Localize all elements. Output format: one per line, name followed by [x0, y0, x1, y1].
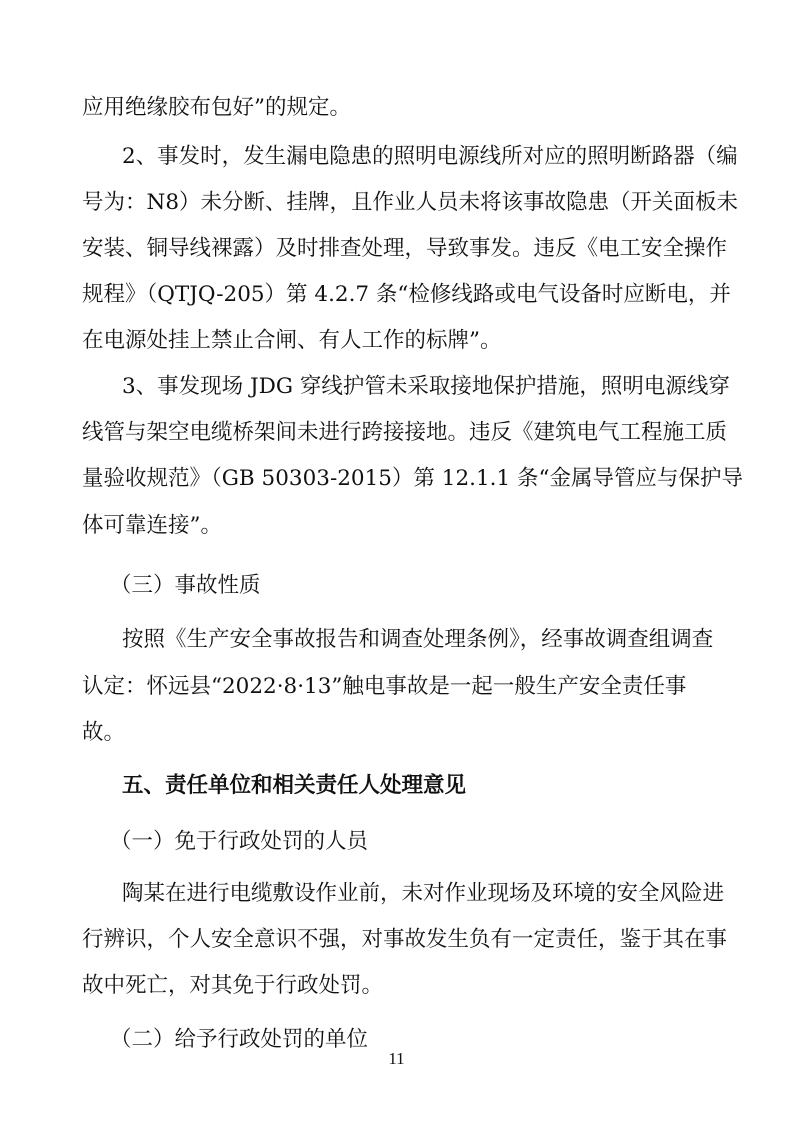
text-line: 规程》（QTJQ-205）第 4.2.7 条“检修线路或电气设备时应断电，并 [82, 282, 731, 307]
text-line: 故。 [82, 720, 126, 745]
text-line: 安装、铜导线裸露）及时排查处理，导致事发。违反《电工安全操作 [82, 236, 728, 261]
text-line: 在电源处挂上禁止合闸、有人工作的标牌”。 [82, 328, 502, 353]
text-line: 按照《生产安全事故报告和调查处理条例》，经事故调查组调查 [122, 627, 714, 652]
subsection-heading: （三）事故性质 [110, 573, 261, 598]
text-line: 3、事发现场 JDG 穿线护管未采取接地保护措施，照明电源线穿 [122, 374, 730, 399]
text-line: 陶某在进行电缆敷设作业前，未对作业现场及环境的安全风险进 [122, 881, 725, 906]
subsection-heading: （一）免于行政处罚的人员 [110, 829, 369, 854]
page-number: 11 [388, 1049, 405, 1068]
text-line: 量验收规范》（GB 50303-2015）第 12.1.1 条“金属导管应与保护导 [82, 466, 743, 491]
subsection-heading: （二）给予行政处罚的单位 [110, 1027, 369, 1052]
text-line: 行辨识，个人安全意识不强，对事故发生负有一定责任，鉴于其在事 [82, 927, 728, 952]
text-line: 应用绝缘胶布包好”的规定。 [82, 95, 351, 120]
text-line: 认定：怀远县“2022·8·13”触电事故是一起一般生产安全责任事 [82, 674, 687, 699]
text-line: 故中死亡，对其免于行政处罚。 [82, 973, 384, 998]
text-line: 体可靠连接”。 [82, 513, 222, 538]
text-line: 2、事发时，发生漏电隐患的照明电源线所对应的照明断路器（编 [122, 144, 738, 169]
text-line: 线管与架空电缆桥架间未进行跨接接地。违反《建筑电气工程施工质 [82, 420, 728, 445]
section-heading: 五、责任单位和相关责任人处理意见 [122, 773, 467, 798]
text-line: 号为：N8）未分断、挂牌，且作业人员未将该事故隐患（开关面板未 [82, 190, 738, 215]
